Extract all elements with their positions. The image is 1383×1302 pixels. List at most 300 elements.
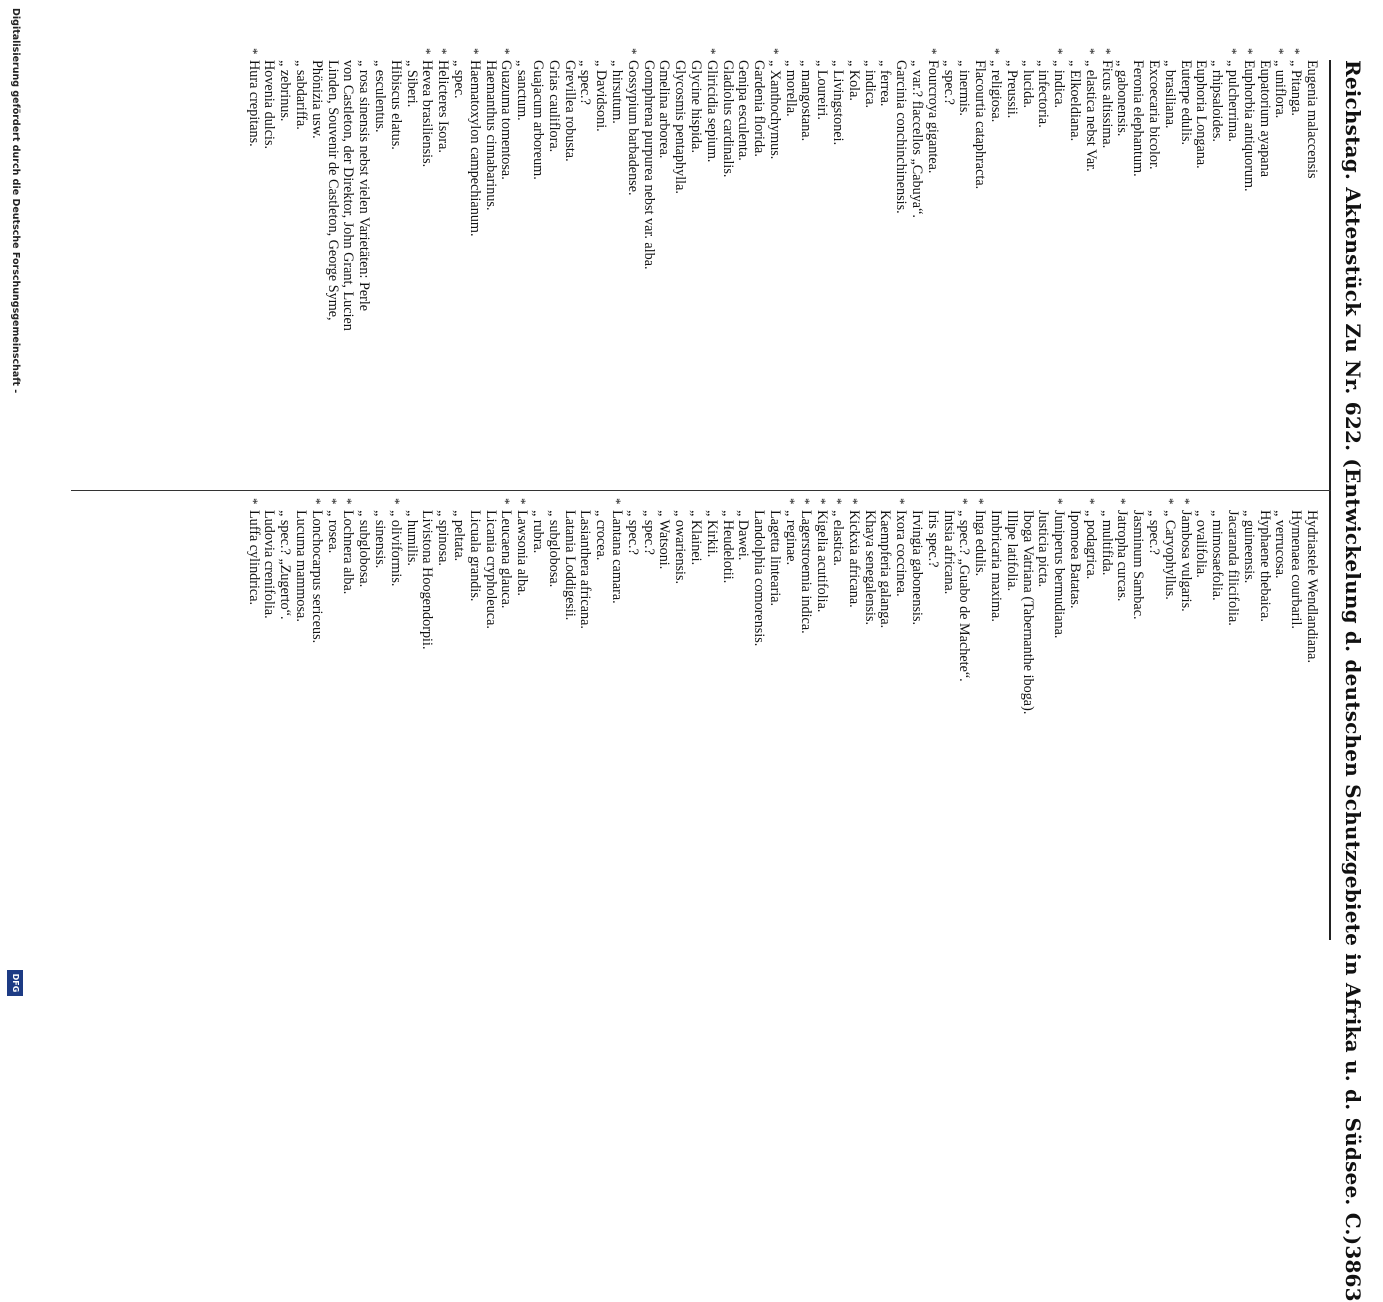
species-entry: [766, 510, 782, 950]
species-name: „ Davidsoni.: [593, 60, 610, 132]
asterisk-mark: *: [1098, 48, 1114, 55]
species-entry: [1145, 60, 1161, 500]
species-entry: [735, 510, 751, 950]
species-entry: [1161, 498, 1178, 950]
species-entry: [814, 60, 830, 500]
species-entry: [940, 510, 956, 950]
page-title: Reichstag. Aktenstück Zu Nr. 622. (Entwickelung d. deutschen Schutzgebiete in Afrika u. d. Südsee. C.): [1341, 60, 1365, 1246]
species-entry: [592, 510, 608, 950]
species-name: „ sanctum.: [514, 60, 531, 121]
species-entry: [671, 510, 687, 950]
species-name: „ spec.?: [1146, 510, 1163, 555]
species-entry: [1114, 498, 1131, 950]
species-name: „ ovalifolia.: [1193, 510, 1210, 578]
species-name: „ subglobosa.: [356, 510, 373, 588]
species-entry: [387, 498, 404, 950]
species-name: „ rubra.: [529, 510, 546, 554]
species-name: „ Klainei.: [687, 510, 704, 566]
species-entry: [703, 48, 720, 500]
species-entry: [577, 510, 593, 950]
species-entry: [403, 510, 419, 950]
species-entry: [498, 498, 515, 950]
species-name: Haematoxylon campechianum.: [466, 60, 483, 237]
species-name: „ verrucosa.: [1272, 510, 1289, 579]
species-entry: [1082, 48, 1099, 500]
species-entry: [355, 510, 371, 950]
species-name: „ zebrinus.: [277, 60, 294, 122]
asterisk-mark: *: [703, 48, 719, 55]
species-entry: [1224, 510, 1240, 950]
species-name: Intsia africana.: [940, 510, 957, 595]
species-entry: [545, 510, 561, 950]
species-name: Irvingia gabonensis.: [909, 510, 926, 626]
species-name: Lagerstroemia indica.: [798, 510, 815, 634]
species-entry: [450, 60, 466, 500]
species-name: Hymenaea courbaril.: [1288, 510, 1305, 629]
species-entry: [340, 498, 357, 950]
species-name: Kaempferia galanga.: [877, 510, 894, 629]
species-name: „ var.? flaccellos „Cabuya“.: [909, 60, 926, 218]
species-name: „ rosa sinensis nebst vielen Varietäten: Perle: [356, 60, 373, 312]
species-name: „ spec.? „Guabo de Machete“.: [956, 510, 973, 682]
species-name: „ spec.?: [624, 510, 641, 555]
species-entry: [845, 60, 861, 500]
species-name: Lasianthera africana.: [577, 510, 594, 629]
species-name: „ spec.?: [940, 60, 957, 105]
species-entry: [482, 60, 498, 500]
species-entry: [513, 60, 529, 500]
species-entry: [735, 60, 751, 500]
species-entry: [798, 60, 814, 500]
species-entry: [1035, 510, 1051, 950]
species-entry: [1114, 60, 1130, 500]
species-entry: [324, 498, 341, 950]
species-name: Juniperus bermudiana.: [1051, 510, 1068, 639]
species-name: Lucuma mammosa.: [293, 510, 309, 622]
species-entry: [1161, 60, 1177, 500]
species-entry: [608, 60, 624, 500]
species-entry: [861, 510, 877, 950]
species-entry: [387, 60, 403, 500]
asterisk-mark: *: [514, 498, 530, 505]
species-entry: [624, 510, 640, 950]
species-name: „ Livingstonei.: [830, 60, 847, 146]
species-entry: [971, 60, 987, 500]
species-name: Guazuma tomentosa.: [498, 60, 515, 180]
species-entry: [1019, 60, 1035, 500]
species-name: „ reginae.: [782, 510, 799, 566]
species-entry: [1145, 510, 1161, 950]
species-name: „ sabdariffa.: [293, 60, 309, 130]
species-name: „ Kirkii.: [703, 510, 720, 558]
species-name: „ Pitanga.: [1288, 60, 1305, 116]
species-name: Hydriastele Wendlandiana.: [1304, 510, 1320, 664]
species-name: Hura crepitans.: [245, 60, 262, 147]
species-entry: [1287, 510, 1303, 950]
species-entry: [877, 60, 893, 500]
species-entry: [292, 60, 308, 500]
page-number: 3863: [1341, 1245, 1365, 1302]
species-entry: [624, 48, 641, 500]
species-entry: [1177, 498, 1194, 950]
species-name: Eupatorium ayapana: [1256, 60, 1273, 177]
species-name: Flacourtia cataphracta.: [972, 60, 989, 190]
species-name: Genipa esculenta.: [735, 60, 752, 161]
species-name: „ Elkoeldiana.: [1067, 60, 1084, 142]
species-name: Phönizia usw.: [308, 60, 325, 139]
species-name: „ multifida.: [1098, 510, 1115, 576]
species-name: Licania crypholeuca.: [482, 510, 499, 629]
asterisk-mark: *: [798, 498, 814, 505]
species-entry: [829, 60, 845, 500]
species-name: Jasminum Sambac.: [1130, 510, 1147, 620]
species-name: „ elastica.: [830, 510, 847, 566]
species-name: Gossypium barbadense.: [624, 60, 641, 196]
species-entry: [292, 510, 308, 950]
species-name: Ixora coccinea.: [893, 510, 910, 597]
asterisk-mark: *: [988, 48, 1004, 55]
species-entry: [924, 48, 941, 500]
species-entry: [1193, 60, 1209, 500]
asterisk-mark: *: [624, 48, 640, 55]
species-name: Jatropha curcas.: [1114, 510, 1131, 602]
species-name: Khaya senegalensis.: [861, 510, 878, 626]
species-name: „ mimosaefolia.: [1209, 510, 1226, 601]
species-name: „ indica.: [1051, 60, 1068, 109]
species-name: Jacaranda filicifolia.: [1225, 510, 1242, 626]
species-entry: [640, 60, 656, 500]
species-name: „ rosea.: [324, 510, 341, 554]
species-entry: [340, 60, 356, 500]
asterisk-mark: *: [498, 48, 514, 55]
species-entry: [1050, 48, 1068, 500]
species-name: Lagetta lintearia.: [766, 510, 783, 607]
asterisk-mark: *: [1272, 48, 1288, 55]
species-name: „ spec.?: [577, 60, 594, 105]
species-entry: [766, 48, 783, 500]
species-name: „ inermis.: [956, 60, 973, 116]
species-entry: [798, 498, 815, 950]
species-name: Luffa cylindrica.: [245, 510, 262, 606]
species-name: Illipe latifolia.: [1003, 510, 1020, 592]
asterisk-mark: *: [324, 498, 340, 505]
species-entry: [261, 510, 277, 950]
species-entry: [908, 510, 924, 950]
species-name: „ sinensis.: [371, 510, 388, 569]
asterisk-mark: *: [340, 498, 356, 505]
species-name: „ Kola.: [845, 60, 862, 101]
asterisk-mark: *: [782, 498, 798, 505]
species-entry: [529, 510, 545, 950]
species-entry: [434, 48, 452, 500]
species-entry: [956, 498, 973, 950]
species-name: Hyphaene thebaica.: [1256, 510, 1273, 622]
asterisk-mark: *: [1082, 498, 1098, 505]
species-name: „ podagrica.: [1082, 510, 1099, 580]
asterisk-mark: *: [608, 498, 624, 505]
species-entry: [561, 60, 577, 500]
asterisk-mark: *: [845, 498, 861, 505]
species-entry: [561, 510, 577, 950]
species-name: Feronia elephantum.: [1130, 60, 1147, 177]
species-entry: [245, 498, 262, 950]
species-name: Hibiscus elatus.: [387, 60, 404, 150]
species-name: Gmelina arborea.: [656, 60, 673, 159]
species-name: Hevea brasiliensis.: [419, 60, 436, 168]
species-name: „ guineensis.: [1240, 510, 1257, 584]
species-entry: [419, 48, 436, 500]
species-entry: [245, 48, 262, 500]
species-entry: [1303, 510, 1319, 950]
species-entry: [971, 498, 989, 950]
species-name: Hovenia dulcis.: [261, 60, 278, 150]
species-name: „ Dawei.: [735, 510, 752, 561]
species-entry: [1098, 510, 1114, 950]
species-name: Fourcroya gigantea.: [924, 60, 941, 174]
species-name: „ oliviformis.: [387, 510, 404, 587]
species-name: Lawsonia alba.: [514, 510, 531, 596]
species-entry: [1050, 498, 1068, 950]
species-name: Leucaena glauca.: [498, 510, 515, 609]
page-header: [1333, 60, 1373, 1302]
species-entry: [529, 60, 545, 500]
species-name: „ mangostana.: [798, 60, 815, 142]
species-name: „ elastica nebst Var.: [1082, 60, 1099, 172]
species-entry: [877, 510, 893, 950]
asterisk-mark: *: [387, 498, 403, 505]
asterisk-mark: *: [766, 48, 782, 55]
species-entry: [403, 60, 419, 500]
species-entry: [419, 510, 435, 950]
species-entry: [940, 60, 956, 500]
species-entry: [924, 510, 940, 950]
species-entry: [1256, 60, 1272, 500]
species-name: „ ferrea.: [877, 60, 894, 107]
species-entry: [1066, 510, 1082, 950]
species-entry: [782, 498, 799, 950]
species-name: „ rhipsaloides.: [1209, 60, 1226, 142]
species-entry: [671, 60, 687, 500]
species-entry: [987, 48, 1005, 500]
species-name: „ religiosa.: [988, 60, 1005, 123]
species-name: Justicia picta.: [1035, 510, 1052, 588]
dfg-logo: DFG: [7, 970, 23, 996]
species-name: Landolphia comorensis.: [751, 510, 768, 647]
species-entry: [608, 498, 625, 950]
species-name: „ Caryophyllus.: [1161, 510, 1178, 600]
species-entry: [1098, 48, 1115, 500]
species-entry: [892, 60, 908, 500]
species-name: „ subglobosa.: [545, 510, 562, 588]
asterisk-mark: *: [498, 498, 514, 505]
species-name: Gliricidia sepium.: [703, 60, 720, 163]
species-entry: [1287, 48, 1305, 500]
species-entry: [1129, 510, 1145, 950]
asterisk-mark: *: [956, 498, 972, 505]
species-entry: [814, 498, 831, 950]
species-entry: [482, 510, 498, 950]
species-name: „ lucida.: [1019, 60, 1036, 109]
asterisk-mark: *: [435, 48, 451, 55]
species-entry: [750, 60, 766, 500]
species-name: „ spec.?: [640, 510, 657, 555]
species-name: Gardenia florida.: [751, 60, 768, 157]
species-name: „ spinosa.: [435, 510, 452, 566]
species-name: Latania Loddigesii.: [561, 510, 578, 621]
species-entry: [371, 510, 387, 950]
species-name: „ uniflora.: [1272, 60, 1289, 119]
species-name: Helicteres Isora.: [435, 60, 452, 153]
asterisk-mark: *: [1177, 498, 1193, 505]
species-name: Euphorbia antiquorum.: [1240, 60, 1257, 192]
species-entry: [829, 498, 847, 950]
species-entry: [640, 510, 656, 950]
asterisk-mark: *: [1114, 498, 1130, 505]
species-name: Kigelia acutifolia.: [814, 510, 831, 613]
species-entry: [276, 510, 292, 950]
asterisk-mark: *: [814, 498, 830, 505]
species-entry: [308, 498, 325, 950]
species-name: „ Siberi.: [403, 60, 420, 108]
species-entry: [276, 60, 292, 500]
asterisk-mark: *: [972, 498, 988, 505]
species-entry: [1019, 510, 1035, 950]
species-entry: [1066, 60, 1082, 500]
species-name: „ infectoria.: [1035, 60, 1052, 128]
species-name: Excoecaria bicolor.: [1146, 60, 1163, 170]
species-name: Lonchocarpus sericeus.: [308, 510, 325, 644]
species-entry: [466, 510, 482, 950]
species-name: „ hirsutum.: [608, 60, 625, 124]
species-entry: [703, 510, 719, 950]
species-name: „ morella.: [782, 60, 799, 117]
species-name: Glycine hispida.: [687, 60, 704, 153]
species-entry: [577, 60, 593, 500]
species-name: Gladiolus cardinalis.: [719, 60, 736, 178]
species-entry: [434, 510, 450, 950]
species-name: „ crocea.: [593, 510, 610, 561]
header-rule: [1329, 60, 1331, 940]
species-name: Livistona Hoogendorpii.: [419, 510, 436, 650]
species-entry: [450, 510, 466, 950]
species-name: „ humilis.: [403, 510, 420, 566]
asterisk-mark: *: [1225, 48, 1241, 55]
species-entry: [513, 498, 531, 950]
species-entry: [892, 498, 910, 950]
species-name: „ owariensis.: [672, 510, 689, 585]
asterisk-mark: *: [893, 498, 909, 505]
species-name: „ indica.: [861, 60, 878, 109]
species-name: Kickxia africana.: [845, 510, 862, 608]
species-entry: [1129, 60, 1145, 500]
species-name: Ipomoea Batatas.: [1067, 510, 1084, 609]
species-entry: [956, 60, 972, 500]
species-entry: [1208, 510, 1224, 950]
species-entry: [1082, 498, 1099, 950]
species-entry: [261, 60, 277, 500]
species-entry: [1272, 510, 1288, 950]
species-entry: [1003, 510, 1019, 950]
species-entry: [1193, 510, 1209, 950]
species-entry: [1035, 60, 1051, 500]
species-entry: [861, 60, 877, 500]
species-name: Garcinia conchinchinensis.: [893, 60, 910, 214]
species-name: Linden, Souvenir de Castleton, George Syme,: [324, 60, 341, 321]
species-name: Glycosmis pentaphylla.: [672, 60, 689, 194]
digitization-note: Digitalisierung gefördert durch die Deutsche Forschungsgemeinschaft -: [10, 8, 21, 394]
asterisk-mark: *: [1288, 48, 1304, 55]
asterisk-mark: *: [245, 48, 261, 55]
species-entry: [324, 60, 340, 500]
species-entry: [466, 48, 483, 500]
species-entry: [1224, 48, 1242, 500]
species-name: Jambosa vulgaris.: [1177, 510, 1194, 612]
asterisk-mark: *: [1161, 498, 1177, 505]
species-entry: [908, 60, 924, 500]
asterisk-mark: *: [419, 48, 435, 55]
species-entry: [1003, 60, 1019, 500]
species-entry: [750, 510, 766, 950]
species-entry: [545, 60, 561, 500]
asterisk-mark: *: [466, 48, 482, 55]
species-entry: [1256, 510, 1272, 950]
species-name: Guajacum arboreum.: [529, 60, 546, 180]
species-name: „ Xanthochymus.: [766, 60, 783, 160]
species-entry: [719, 510, 735, 950]
asterisk-mark: *: [1082, 48, 1098, 55]
species-name: „ brasiliana.: [1161, 60, 1178, 129]
species-name: Ludovia crenifolia.: [261, 510, 278, 619]
species-name: Imbricaria maxima.: [988, 510, 1005, 622]
species-name: „ peltata.: [450, 510, 467, 562]
species-name: „ esculentus.: [371, 60, 388, 133]
species-entry: [371, 60, 387, 500]
species-entry: [656, 510, 672, 950]
species-name: „ pulcherrima.: [1225, 60, 1242, 142]
species-entry: [719, 60, 735, 500]
species-name: Grevillea robusta.: [561, 60, 578, 162]
species-entry: [656, 60, 672, 500]
asterisk-mark: *: [1051, 48, 1067, 55]
species-name: „ gabonensis.: [1114, 60, 1131, 137]
species-name: „ Preussii.: [1003, 60, 1020, 119]
species-name: „ spec.: [450, 60, 467, 99]
species-name: Inga edulis.: [972, 510, 989, 577]
species-name: Licuala grandis.: [466, 510, 483, 602]
species-entry: [782, 60, 798, 500]
species-entry: [1272, 48, 1289, 500]
species-entry: [308, 60, 324, 500]
species-name: „ Heudelotii.: [719, 510, 736, 584]
species-entry: [1240, 48, 1257, 500]
species-entry: [1177, 60, 1193, 500]
species-entry: [987, 510, 1003, 950]
asterisk-mark: *: [830, 498, 846, 505]
species-name: Euterpe edulis.: [1177, 60, 1194, 146]
left-column: [245, 48, 1320, 500]
species-entry: [1240, 510, 1256, 950]
asterisk-mark: *: [245, 498, 261, 505]
species-name: Euphoria Longana.: [1193, 60, 1210, 169]
asterisk-mark: *: [924, 48, 940, 55]
species-entry: [845, 498, 862, 950]
species-name: von Castleton, der Direktor, John Grant, Lucien: [340, 60, 357, 331]
species-name: Iboga Vatriana (Tabernanthe iboga).: [1019, 510, 1036, 715]
species-entry: [1303, 60, 1319, 500]
species-name: Iris spec.?: [924, 510, 941, 568]
species-name: Eugenia malaccensis: [1304, 60, 1320, 179]
species-entry: [498, 48, 515, 500]
